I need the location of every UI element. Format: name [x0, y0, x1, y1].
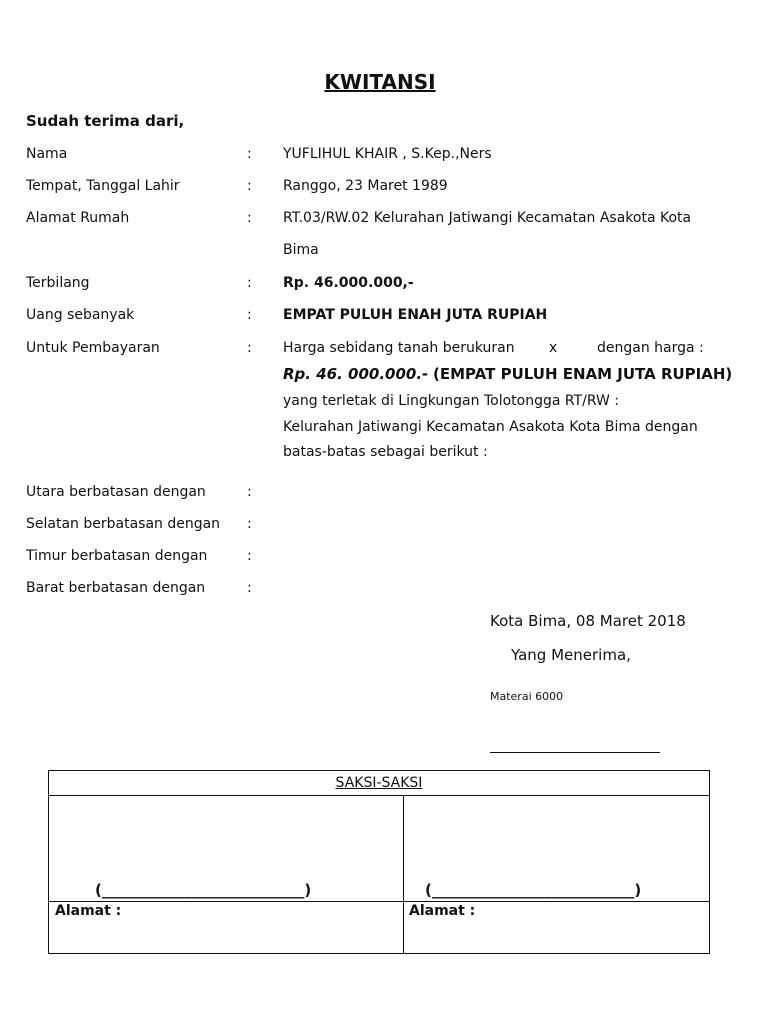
border-selatan-label: Selatan berbatasan dengan — [26, 516, 221, 532]
ttl-label: Tempat, Tanggal Lahir — [26, 178, 180, 194]
pembayaran-line3: yang terletak di Lingkungan Tolotongga RT/RW : — [283, 393, 620, 409]
pembayaran-colon: : — [247, 340, 252, 356]
witness-box — [48, 770, 710, 954]
alamat-colon: : — [247, 210, 252, 226]
alamat-value-line1: RT.03/RW.02 Kelurahan Jatiwangi Kecamatan Asakota Kota — [283, 210, 692, 226]
witness-right-name-line: (___________________________) — [425, 881, 642, 899]
alamat-value-line2: Bima — [283, 242, 319, 258]
pembayaran-line4: Kelurahan Jatiwangi Kecamatan Asakota Kota Bima dengan — [283, 419, 698, 435]
witness-heading: SAKSI-SAKSI — [49, 771, 709, 796]
border-timur-label: Timur berbatasan dengan — [26, 548, 208, 564]
price-words: (EMPAT PULUH ENAM JUTA RUPIAH) — [433, 365, 733, 383]
pembayaran-line1: Harga sebidang tanah berukuran — [283, 340, 515, 356]
materai-label: Materai 6000 — [490, 690, 564, 703]
nama-colon: : — [247, 146, 252, 162]
uang-label: Uang sebanyak — [26, 307, 135, 323]
border-barat-label: Barat berbatasan dengan — [26, 580, 206, 596]
border-utara-label: Utara berbatasan dengan — [26, 484, 206, 500]
terbilang-value: Rp. 46.000.000,- — [283, 275, 414, 291]
border-barat-colon: : — [247, 580, 252, 596]
price-amount: Rp. 46. 000.000.- — [283, 365, 429, 383]
witness-row-divider — [49, 901, 709, 902]
ttl-colon: : — [247, 178, 252, 194]
pembayaran-label: Untuk Pembayaran — [26, 340, 160, 356]
witness-right-address-label: Alamat : — [409, 903, 476, 919]
witness-left-name-line: (___________________________) — [95, 881, 312, 899]
document-title: KWITANSI — [324, 70, 436, 94]
uang-value: EMPAT PULUH ENAH JUTA RUPIAH — [283, 307, 548, 323]
pembayaran-x: x — [549, 340, 558, 356]
terbilang-colon: : — [247, 275, 252, 291]
nama-label: Nama — [26, 146, 68, 162]
receiver-signature-line — [490, 752, 660, 753]
pembayaran-line2 — [283, 365, 732, 383]
place-date: Kota Bima, 08 Maret 2018 — [490, 612, 686, 630]
uang-colon: : — [247, 307, 252, 323]
witness-column-divider — [403, 795, 404, 953]
receiver-label: Yang Menerima, — [511, 646, 631, 664]
pembayaran-price-label: dengan harga : — [597, 340, 704, 356]
pembayaran-line5: batas-batas sebagai berikut : — [283, 444, 488, 460]
border-selatan-colon: : — [247, 516, 252, 532]
border-utara-colon: : — [247, 484, 252, 500]
alamat-label: Alamat Rumah — [26, 210, 130, 226]
ttl-value: Ranggo, 23 Maret 1989 — [283, 178, 448, 194]
border-timur-colon: : — [247, 548, 252, 564]
received-from-heading: Sudah terima dari, — [26, 112, 185, 130]
witness-left-address-label: Alamat : — [55, 903, 122, 919]
terbilang-label: Terbilang — [26, 275, 90, 291]
nama-value: YUFLIHUL KHAIR , S.Kep.,Ners — [283, 146, 492, 162]
